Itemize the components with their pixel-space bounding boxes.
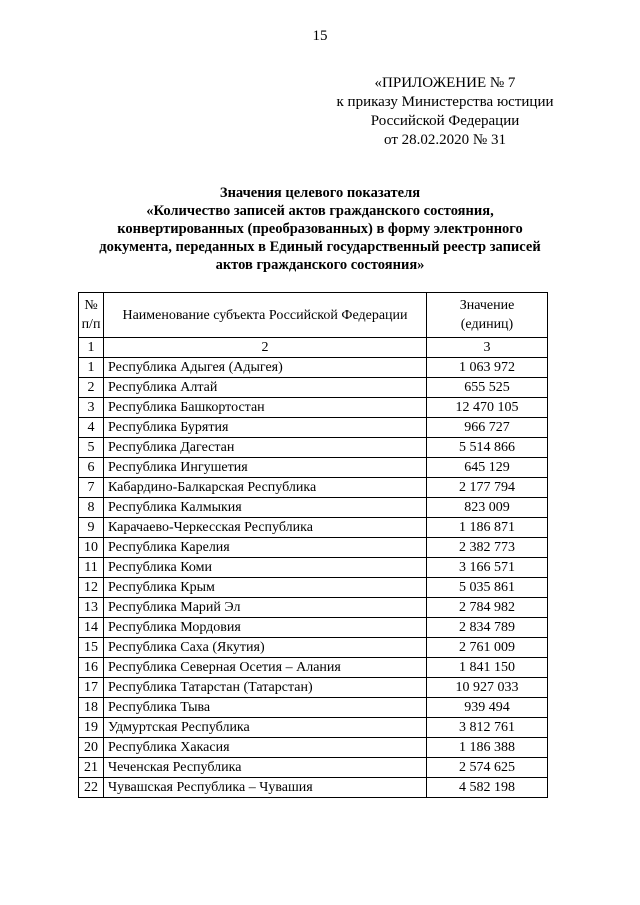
- table-row: [79, 718, 548, 738]
- row-number: 2: [79, 378, 104, 398]
- row-value: 4 582 198: [427, 778, 548, 798]
- appendix-header: [300, 74, 590, 150]
- row-value: 645 129: [427, 458, 548, 478]
- row-number: 18: [79, 698, 104, 718]
- row-value: 939 494: [427, 698, 548, 718]
- row-subject-name: Республика Саха (Якутия): [104, 638, 427, 658]
- row-subject-name: Республика Калмыкия: [104, 498, 427, 518]
- row-number: 1: [79, 358, 104, 378]
- table-body: [79, 358, 548, 798]
- row-subject-name: Республика Бурятия: [104, 418, 427, 438]
- document-title: [60, 184, 580, 274]
- row-subject-name: Карачаево-Черкесская Республика: [104, 518, 427, 538]
- header-value-line2: (единиц): [460, 317, 514, 332]
- row-value: 966 727: [427, 418, 548, 438]
- column-number: 2: [104, 338, 427, 358]
- row-number: 6: [79, 458, 104, 478]
- row-number: 15: [79, 638, 104, 658]
- appendix-line: от 28.02.2020 № 31: [384, 132, 506, 148]
- row-value: 1 841 150: [427, 658, 548, 678]
- table-row: [79, 458, 548, 478]
- appendix-line: «ПРИЛОЖЕНИЕ № 7: [374, 75, 516, 91]
- row-value: 5 514 866: [427, 438, 548, 458]
- table-row: [79, 478, 548, 498]
- row-subject-name: Республика Адыгея (Адыгея): [104, 358, 427, 378]
- table-row: [79, 678, 548, 698]
- row-subject-name: Республика Тыва: [104, 698, 427, 718]
- row-subject-name: Республика Ингушетия: [104, 458, 427, 478]
- row-number: 12: [79, 578, 104, 598]
- row-subject-name: Республика Крым: [104, 578, 427, 598]
- table-row: [79, 698, 548, 718]
- row-number: 10: [79, 538, 104, 558]
- title-line: «Количество записей актов гражданского состояния,: [146, 203, 494, 219]
- table-row: [79, 758, 548, 778]
- row-value: 1 186 871: [427, 518, 548, 538]
- row-value: 2 574 625: [427, 758, 548, 778]
- header-number-line1: №: [84, 298, 98, 313]
- row-number: 5: [79, 438, 104, 458]
- appendix-line: к приказу Министерства юстиции: [336, 94, 554, 110]
- table-row: [79, 498, 548, 518]
- header-number-line2: п/п: [81, 317, 101, 332]
- row-value: 5 035 861: [427, 578, 548, 598]
- row-value: 12 470 105: [427, 398, 548, 418]
- table-header-row: [79, 293, 548, 338]
- row-number: 9: [79, 518, 104, 538]
- header-value: [427, 293, 548, 338]
- header-name: Наименование субъекта Российской Федерации: [104, 293, 427, 338]
- row-value: 1 186 388: [427, 738, 548, 758]
- row-number: 16: [79, 658, 104, 678]
- row-value: 1 063 972: [427, 358, 548, 378]
- table-row: [79, 578, 548, 598]
- table-row: [79, 438, 548, 458]
- row-subject-name: Чеченская Республика: [104, 758, 427, 778]
- row-number: 20: [79, 738, 104, 758]
- row-value: 10 927 033: [427, 678, 548, 698]
- row-subject-name: Республика Марий Эл: [104, 598, 427, 618]
- row-subject-name: Республика Мордовия: [104, 618, 427, 638]
- row-value: 2 834 789: [427, 618, 548, 638]
- page-number: 15: [312, 28, 328, 44]
- title-line: документа, переданных в Единый государственный реестр записей: [99, 239, 541, 255]
- table-row: [79, 738, 548, 758]
- appendix-line: Российской Федерации: [370, 113, 520, 129]
- row-subject-name: Республика Карелия: [104, 538, 427, 558]
- row-number: 3: [79, 398, 104, 418]
- row-value: 2 382 773: [427, 538, 548, 558]
- row-subject-name: Кабардино-Балкарская Республика: [104, 478, 427, 498]
- title-line: актов гражданского состояния»: [215, 257, 425, 273]
- row-value: 3 812 761: [427, 718, 548, 738]
- table-row: [79, 618, 548, 638]
- row-subject-name: Республика Башкортостан: [104, 398, 427, 418]
- row-number: 22: [79, 778, 104, 798]
- row-number: 11: [79, 558, 104, 578]
- table-row: [79, 558, 548, 578]
- row-subject-name: Республика Хакасия: [104, 738, 427, 758]
- row-number: 14: [79, 618, 104, 638]
- table-row: [79, 538, 548, 558]
- row-number: 8: [79, 498, 104, 518]
- row-number: 21: [79, 758, 104, 778]
- table-row: [79, 598, 548, 618]
- table-row: [79, 518, 548, 538]
- table-row: [79, 658, 548, 678]
- header-value-line1: Значение: [459, 298, 515, 313]
- column-number: 1: [79, 338, 104, 358]
- row-subject-name: Республика Алтай: [104, 378, 427, 398]
- values-table: [78, 292, 548, 798]
- row-subject-name: Чувашская Республика – Чувашия: [104, 778, 427, 798]
- table-row: [79, 638, 548, 658]
- row-value: 2 784 982: [427, 598, 548, 618]
- row-number: 4: [79, 418, 104, 438]
- row-value: 3 166 571: [427, 558, 548, 578]
- table-row: [79, 358, 548, 378]
- row-subject-name: Республика Татарстан (Татарстан): [104, 678, 427, 698]
- table-row: [79, 418, 548, 438]
- column-number: 3: [427, 338, 548, 358]
- row-subject-name: Республика Северная Осетия – Алания: [104, 658, 427, 678]
- header-number: [79, 293, 104, 338]
- table-row: [79, 378, 548, 398]
- row-value: 2 177 794: [427, 478, 548, 498]
- title-line: конвертированных (преобразованных) в форму электронного: [117, 221, 523, 237]
- row-subject-name: Республика Коми: [104, 558, 427, 578]
- row-subject-name: Республика Дагестан: [104, 438, 427, 458]
- title-line: Значения целевого показателя: [219, 185, 421, 201]
- table-row: [79, 778, 548, 798]
- row-number: 19: [79, 718, 104, 738]
- row-number: 13: [79, 598, 104, 618]
- row-number: 17: [79, 678, 104, 698]
- row-value: 2 761 009: [427, 638, 548, 658]
- row-value: 655 525: [427, 378, 548, 398]
- row-subject-name: Удмуртская Республика: [104, 718, 427, 738]
- column-number-row: [79, 338, 548, 358]
- table-row: [79, 398, 548, 418]
- row-value: 823 009: [427, 498, 548, 518]
- row-number: 7: [79, 478, 104, 498]
